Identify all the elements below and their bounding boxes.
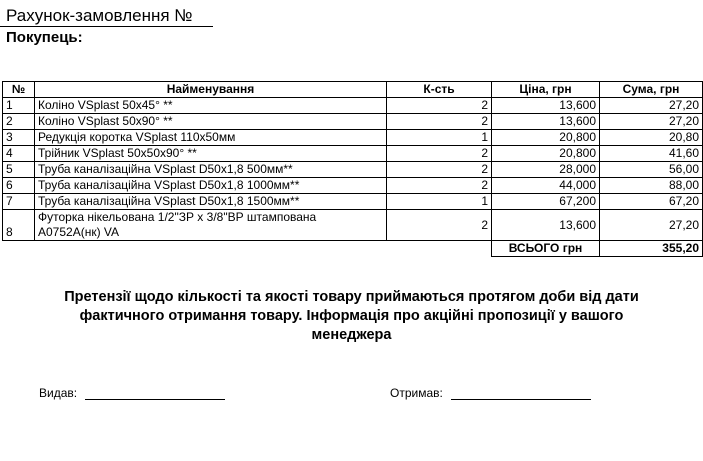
row-sum: 27,20: [600, 210, 703, 241]
row-name: Труба каналізаційна VSplast D50x1,8 1500мм**: [35, 194, 387, 210]
row-number: 6: [3, 178, 35, 194]
table-row: [3, 130, 703, 146]
row-number: 4: [3, 146, 35, 162]
row-name: Коліно VSplast 50x45° **: [35, 98, 387, 114]
row-quantity: 2: [387, 98, 492, 114]
row-sum: 41,60: [600, 146, 703, 162]
issued-signature-line: [85, 386, 225, 400]
header-number: №: [3, 82, 35, 98]
row-number: 1: [3, 98, 35, 114]
row-sum: 88,00: [600, 178, 703, 194]
row-name: Коліно VSplast 50x90° **: [35, 114, 387, 130]
row-quantity: 2: [387, 114, 492, 130]
table-row: [3, 194, 703, 210]
row-quantity: 2: [387, 146, 492, 162]
row-price: 20,800: [492, 146, 600, 162]
row-number: 5: [3, 162, 35, 178]
title-underline: [0, 26, 213, 27]
buyer-label: Покупець:: [6, 29, 83, 46]
row-name: Трійник VSplast 50x50x90° **: [35, 146, 387, 162]
row-name: [35, 210, 387, 241]
row-sum: 27,20: [600, 114, 703, 130]
row-quantity: 2: [387, 162, 492, 178]
row-price: 20,800: [492, 130, 600, 146]
received-signature: [390, 386, 591, 400]
total-label: ВСЬОГО грн: [492, 241, 600, 257]
document-title: Рахунок-замовлення №: [6, 6, 193, 25]
table-row: [3, 98, 703, 114]
row-price: 13,600: [492, 114, 600, 130]
row-number: 8: [3, 210, 35, 241]
header-name: Найменування: [35, 82, 387, 98]
table-row: [3, 114, 703, 130]
row-sum: 67,20: [600, 194, 703, 210]
table-row: [3, 146, 703, 162]
header-price: Ціна, грн: [492, 82, 600, 98]
row-price: 67,200: [492, 194, 600, 210]
header-sum: Сума, грн: [600, 82, 703, 98]
table-header-row: [3, 82, 703, 98]
row-name: Труба каналізаційна VSplast D50x1,8 500мм**: [35, 162, 387, 178]
claims-notice: [20, 288, 683, 345]
row-name: Редукція коротка VSplast 110x50мм: [35, 130, 387, 146]
row-price: 44,000: [492, 178, 600, 194]
row-number: 2: [3, 114, 35, 130]
row-quantity: 1: [387, 194, 492, 210]
notice-line: менеджера: [311, 327, 392, 343]
row-sum: 20,80: [600, 130, 703, 146]
row-sum: 56,00: [600, 162, 703, 178]
row-number: 3: [3, 130, 35, 146]
total-value: 355,20: [600, 241, 703, 257]
row-name-line2: A0752A(нк) VA: [38, 225, 120, 239]
row-sum: 27,20: [600, 98, 703, 114]
row-quantity: 2: [387, 210, 492, 241]
issued-signature: [39, 386, 225, 400]
row-number: 7: [3, 194, 35, 210]
header-quantity: К-сть: [387, 82, 492, 98]
row-price: 13,600: [492, 98, 600, 114]
table-row: [3, 178, 703, 194]
row-quantity: 1: [387, 130, 492, 146]
issued-label: Видав:: [39, 386, 78, 400]
notice-line: Претензії щодо кількості та якості товару приймаються протягом доби від дати: [64, 289, 639, 305]
row-name: Труба каналізаційна VSplast D50x1,8 1000мм**: [35, 178, 387, 194]
total-row: [3, 241, 703, 257]
invoice-table: [2, 81, 703, 257]
table-row: [3, 162, 703, 178]
row-name-line1: Футорка нікельована 1/2"ЗР х 3/8"ВР штампована: [38, 210, 317, 224]
row-price: 13,600: [492, 210, 600, 241]
row-price: 28,000: [492, 162, 600, 178]
received-label: Отримав:: [390, 386, 443, 400]
row-quantity: 2: [387, 178, 492, 194]
table-row: [3, 210, 703, 241]
notice-line: фактичного отримання товару. Інформація про акційні пропозиції у вашого: [79, 308, 624, 324]
received-signature-line: [451, 386, 591, 400]
